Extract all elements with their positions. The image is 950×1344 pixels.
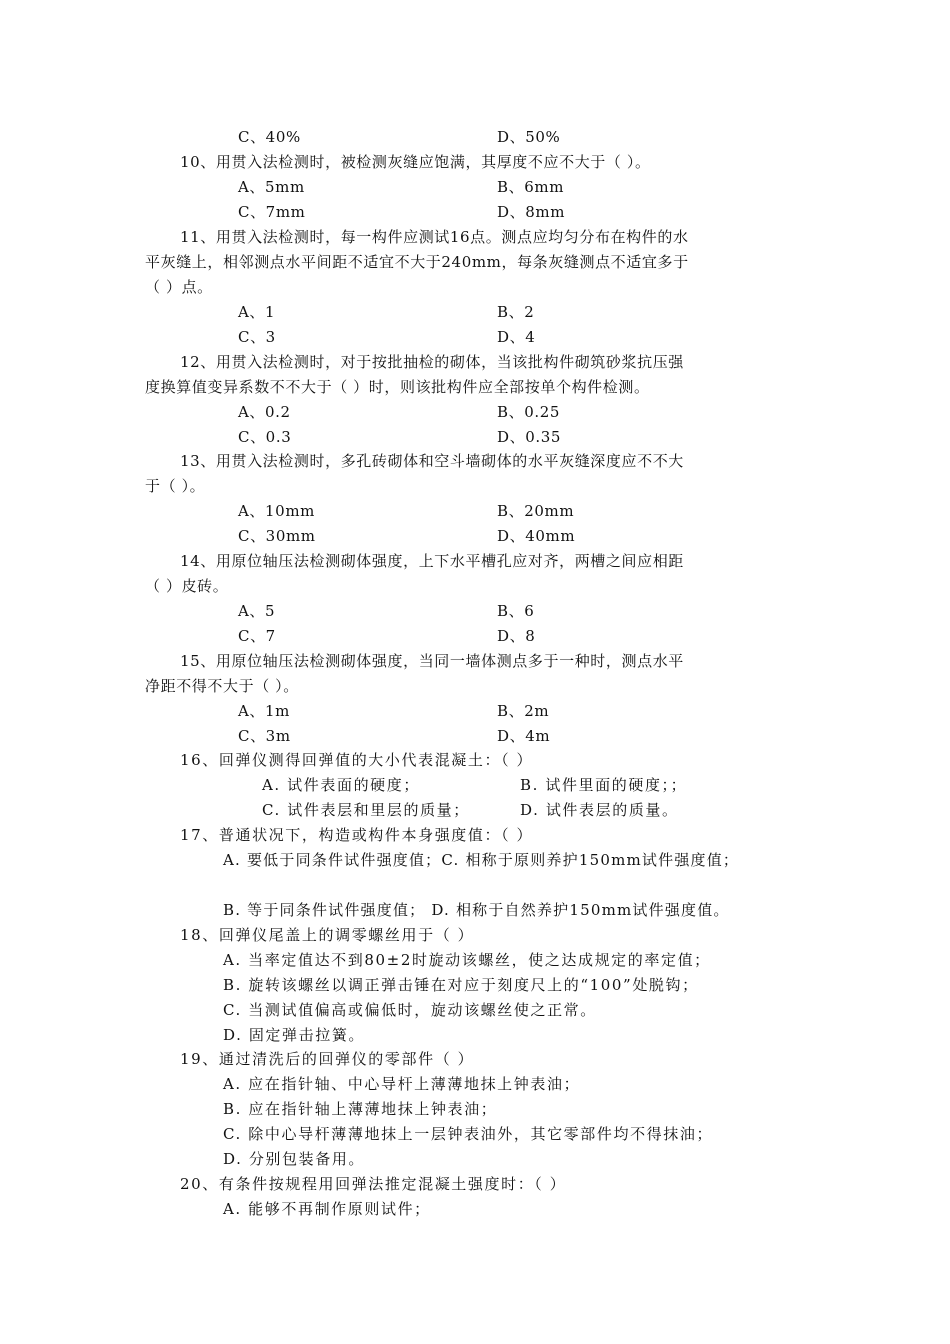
question-13-cont: 于（ ）。 [145,477,206,495]
option-d: D、4m [497,727,551,745]
option-b-d: B. 等于同条件试件强度值； D. 相称于自然养护150mm试件强度值。 [223,901,730,919]
option-d: D、40mm [497,527,576,545]
option-b: B、6 [497,602,535,620]
question-20: 20、有条件按规程用回弹法推定混凝土强度时：（ ） [180,1175,567,1193]
question-14: 14、用原位轴压法检测砌体强度，上下水平槽孔应对齐，两槽之间应相距 [180,552,684,570]
option-d: D. 分别包装备用。 [223,1150,366,1168]
question-15-cont: 净距不得不大于（ ）。 [145,677,299,695]
option-d: D、50% [497,128,561,146]
question-11-cont: （ ）点。 [145,278,213,296]
question-10: 10、用贯入法检测时，被检测灰缝应饱满，其厚度不应不大于（ ）。 [180,153,651,171]
option-d: D. 试件表层的质量。 [520,801,679,819]
option-c: C、3m [238,727,291,745]
option-a: A. 试件表面的硬度； [262,776,420,794]
option-a: A、0.2 [238,403,291,421]
question-17: 17、普通状况下，构造或构件本身强度值：（ ） [180,826,534,844]
option-b: B. 试件里面的硬度；； [520,776,688,794]
option-a: A、10mm [238,502,315,520]
option-b: B. 应在指针轴上薄薄地抹上钟表油； [223,1100,498,1118]
option-a: A、1m [238,702,290,720]
option-b: B、2 [497,303,535,321]
option-c: C. 当测试值偏高或偏低时，旋动该螺丝使之正常。 [223,1001,597,1019]
option-b: B、6mm [497,178,565,196]
option-a: A、5 [238,602,276,620]
option-c: C、30mm [238,527,316,545]
question-15: 15、用原位轴压法检测砌体强度，当同一墙体测点多于一种时，测点水平 [180,652,684,670]
option-b: B、20mm [497,502,575,520]
question-14-cont: （ ）皮砖。 [145,577,229,595]
option-c: C、7mm [238,203,306,221]
option-a: A. 应在指针轴、中心导杆上薄薄地抹上钟表油； [223,1075,581,1093]
option-d: D、8 [497,627,536,645]
question-12: 12、用贯入法检测时，对于按批抽检的砌体，当该批构件砌筑砂浆抗压强 [180,353,684,371]
question-13: 13、用贯入法检测时，多孔砖砌体和空斗墙砌体的水平灰缝深度应不不大 [180,452,684,470]
option-c: C. 除中心导杆薄薄地抹上一层钟表油外，其它零部件均不得抹油； [223,1125,714,1143]
option-c: C. 试件表层和里层的质量； [262,801,470,819]
option-a: A. 能够不再制作原则试件； [223,1200,431,1218]
option-d: D、8mm [497,203,566,221]
option-b: B、2m [497,702,550,720]
option-d: D、0.35 [497,428,562,446]
option-a-c: A. 要低于同条件试件强度值；C. 相称于原则养护150mm试件强度值； [223,851,740,869]
option-b: B、0.25 [497,403,561,421]
option-a: A. 当率定值达不到80±2时旋动该螺丝，使之达成规定的率定值； [223,951,711,969]
option-c: C、40% [238,128,301,146]
option-c: C、0.3 [238,428,292,446]
question-11: 11、用贯入法检测时，每一构件应测试16点。测点应均匀分布在构件的水 [180,228,689,246]
question-16: 16、回弹仪测得回弹值的大小代表混凝土：（ ） [180,751,534,769]
option-c: C、3 [238,328,276,346]
option-b: B. 旋转该螺丝以调正弹击锤在对应于刻度尺上的“100”处脱钩； [223,976,699,994]
question-11-cont: 平灰缝上，相邻测点水平间距不适宜不大于240mm，每条灰缝测点不适宜多于 [145,253,689,271]
option-c: C、7 [238,627,276,645]
option-d: D. 固定弹击拉簧。 [223,1026,366,1044]
option-a: A、1 [238,303,276,321]
question-18: 18、回弹仪尾盖上的调零螺丝用于（ ） [180,926,475,944]
option-d: D、4 [497,328,536,346]
option-a: A、5mm [238,178,305,196]
question-12-cont: 度换算值变异系数不不大于（ ）时，则该批构件应全部按单个构件检测。 [145,378,650,396]
question-19: 19、通过清洗后的回弹仪的零部件（ ） [180,1050,475,1068]
